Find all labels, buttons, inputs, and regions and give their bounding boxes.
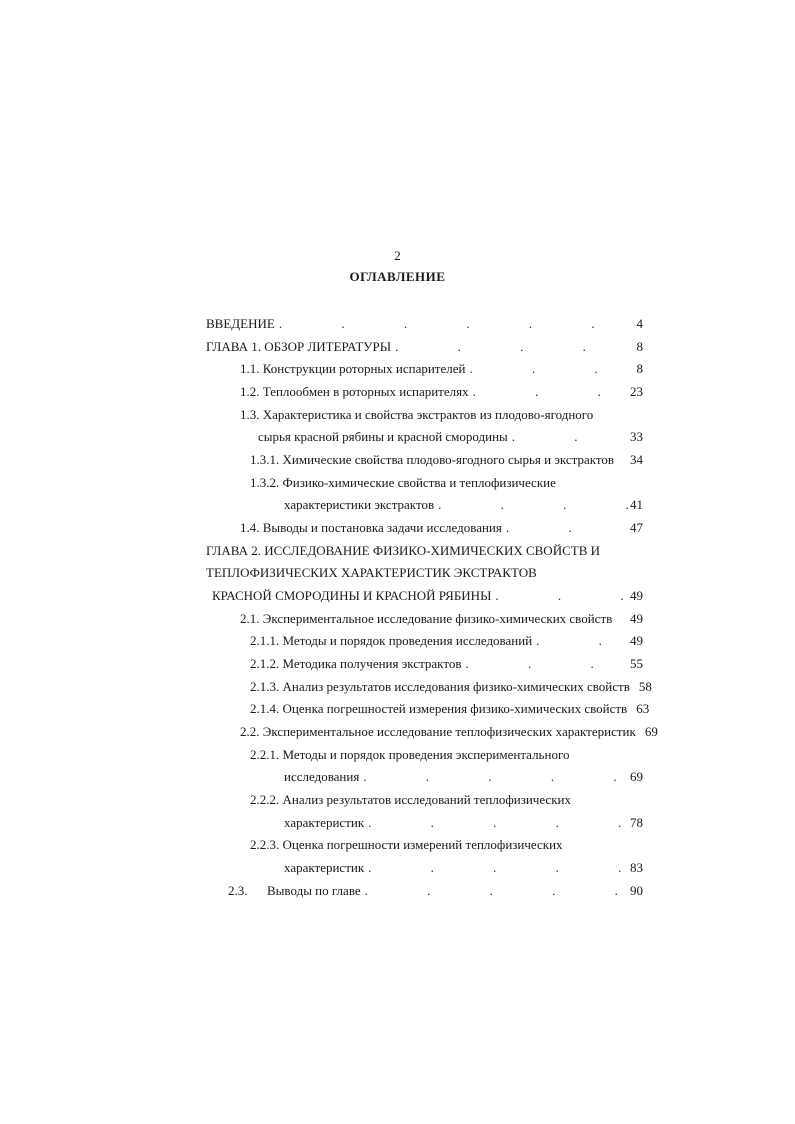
toc-entry [250,632,643,649]
toc-entry-text: 1.3.2. Физико-химические свойства и теплофизические [250,475,556,490]
toc-entry-page: 47 [630,520,643,535]
toc-entry-text: 2.1.4. Оценка погрешностей измерения физико-химических свойств [250,701,628,716]
toc-entry-text: характеристики экстрактов [284,497,435,512]
toc-entry-text: 1.3.1. Химические свойства плодово-ягодного сырья и экстрактов [250,452,615,467]
page-title: ОГЛАВЛЕНИЕ [349,269,446,284]
toc-entry [240,723,658,740]
toc-entry [250,474,643,491]
toc-entry-page: 4 [636,316,643,331]
toc-entry-text: 2.2. Экспериментальное исследование теплофизических характеристик [240,724,636,739]
toc-entry-text: сырья красной рябины и красной смородины [258,429,508,444]
toc-entry-page: 34 [630,452,643,467]
toc-entry-text: 2.2.2. Анализ результатов исследований теплофизических [250,792,571,807]
toc-entry-text: ТЕПЛОФИЗИЧЕСКИХ ХАРАКТЕРИСТИК ЭКСТРАКТОВ [206,565,537,580]
toc-entry-text: 2.2.3. Оценка погрешности измерений теплофизических [250,837,563,852]
toc-entry [206,564,643,581]
toc-entry-page: 58 [638,679,652,694]
toc-entry-text: 1.4. Выводы и постановка задачи исследования [240,520,502,535]
toc-entry-text: 2.1.2. Методика получения экстрактов [250,656,462,671]
toc-entry-page: 78 [630,815,643,830]
toc-leader [491,587,629,604]
toc-entry-text: 2.2.1. Методы и порядок проведения экспериментального [250,747,570,762]
toc-entry [206,542,643,559]
toc-leader [359,768,629,785]
toc-entry-page: 8 [636,339,643,354]
toc-leader [532,632,629,649]
toc-entry [206,315,643,332]
toc-entry [250,700,650,717]
toc-entry-page: 90 [630,883,643,898]
toc-entry [284,768,643,785]
toc-entry-text: характеристик [284,860,365,875]
toc-entry [250,836,643,853]
toc-entry-page: 49 [630,611,643,626]
toc-entry [258,428,643,445]
toc-entry-text: ГЛАВА 1. ОБЗОР ЛИТЕРАТУРЫ [206,339,392,354]
toc-entry-page: 33 [630,429,643,444]
toc-entry [240,519,643,536]
toc-entry-page: 69 [630,769,643,784]
toc-entry-text: 1.3. Характеристика и свойства экстрактов из плодово-ягодного [240,407,594,422]
toc-entry [250,678,652,695]
toc-entry-text: ГЛАВА 2. ИССЛЕДОВАНИЕ ФИЗИКО-ХИМИЧЕСКИХ СВОЙСТВ И [206,543,601,558]
toc-entry-text: 2.1.3. Анализ результатов исследования физико-химических свойств [250,679,630,694]
toc-leader [465,360,629,377]
toc-leader [502,519,629,536]
toc-entry [284,814,643,831]
toc-entry-text: ВВЕДЕНИЕ [206,316,275,331]
toc-entry [240,383,643,400]
toc-entry [250,655,643,672]
toc-leader [469,383,629,400]
toc-leader [364,814,629,831]
toc-entry [284,496,643,513]
toc-entry [228,882,643,899]
toc-entry-page: 55 [630,656,643,671]
toc-entry-page: 69 [644,724,658,739]
toc-leader [508,428,629,445]
toc-entry-text: КРАСНОЙ СМОРОДИНЫ И КРАСНОЙ РЯБИНЫ [212,588,492,603]
toc-entry-text: характеристик [284,815,365,830]
toc-entry-page: 63 [636,701,650,716]
toc-leader [391,338,629,355]
toc-entry [212,587,643,604]
toc-entry [240,406,643,423]
toc-entry [250,791,643,808]
toc-entry [250,746,643,763]
toc-entry-page: 23 [630,384,643,399]
toc-entry-text: 2.1. Экспериментальное исследование физико-химических свойств [240,611,613,626]
toc-entry-page: 8 [636,361,643,376]
toc-entry [206,338,643,355]
toc-entry-text: исследования [284,769,360,784]
toc-entry-text: 1.1. Конструкции роторных испарителей [240,361,466,376]
toc-entry-page: 41 [630,497,643,512]
toc-entry-page: 83 [630,860,643,875]
toc-leader [461,655,629,672]
toc-entry-text: 2.3. Выводы по главе [228,883,361,898]
toc-entry [240,360,643,377]
toc-leader [275,315,629,332]
toc-entry-page: 49 [630,588,643,603]
toc-entry [284,859,643,876]
toc-leader [364,859,629,876]
toc-entry [240,610,643,627]
toc-leader [361,882,629,899]
toc-entry-text: 2.1.1. Методы и порядок проведения исследований [250,633,533,648]
page-number: 2 [394,248,401,263]
toc-entry [250,451,643,468]
toc-entry-page: 49 [630,633,643,648]
toc-entry-text: 1.2. Теплообмен в роторных испарителях [240,384,469,399]
toc-leader [434,496,629,513]
